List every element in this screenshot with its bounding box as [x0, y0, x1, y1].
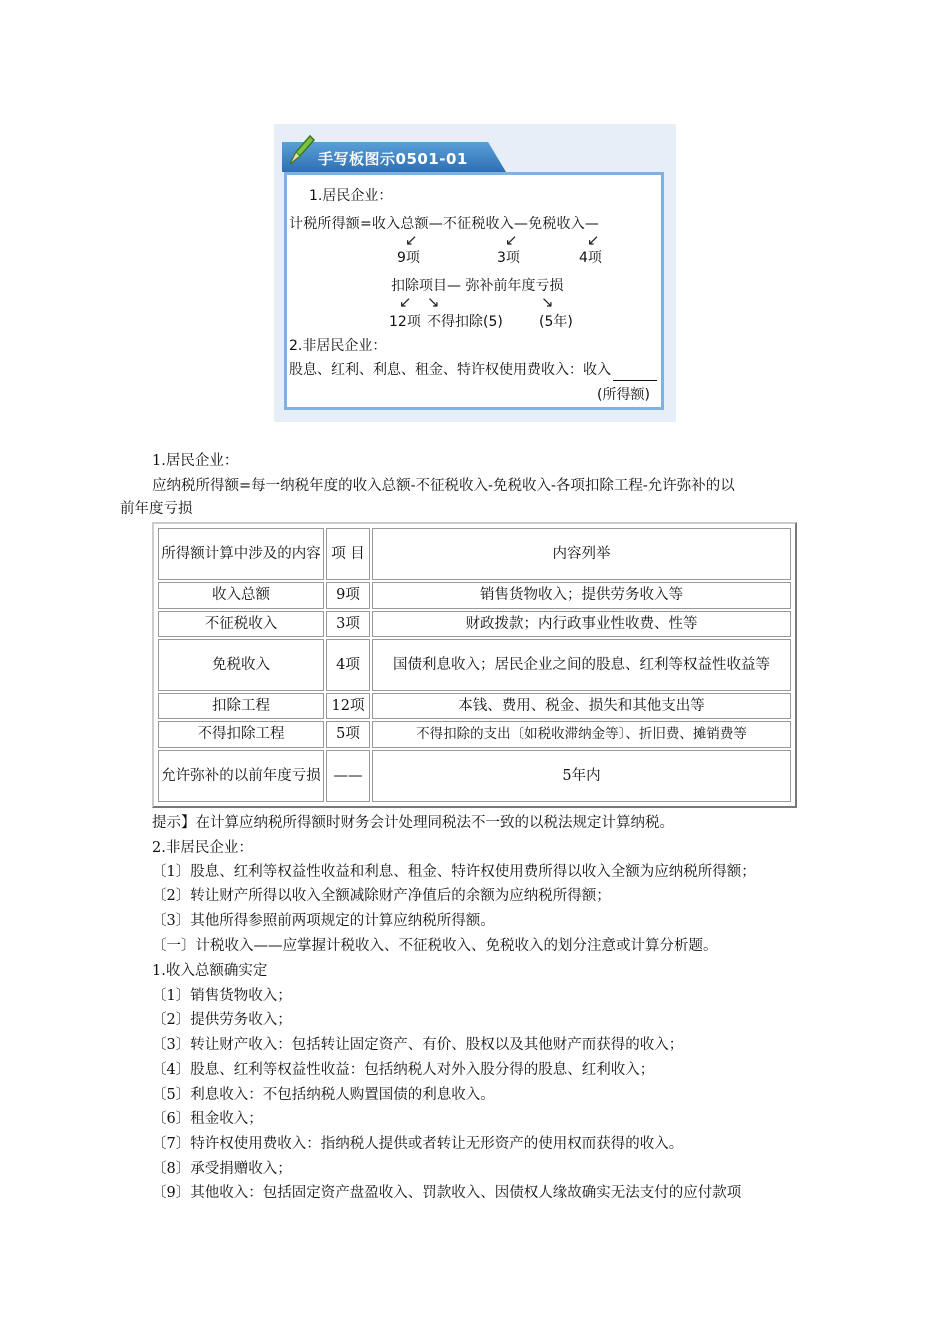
table-header-cell: 内容列举	[372, 528, 791, 580]
table-header-cell: 项 目	[326, 528, 370, 580]
list-item: 〔9〕其他收入：包括固定资产盘盈收入、罚款收入、因债权人缘故确实无法支付的应付款项	[152, 1185, 742, 1201]
table-row	[158, 611, 791, 637]
figure-9-items: 9项	[397, 250, 420, 266]
table-cell: 扣除工程	[158, 693, 324, 719]
table-header-cell: 所得额计算中涉及的内容	[158, 528, 324, 580]
handwriting-board-figure	[274, 124, 676, 422]
table-cell: 不征税收入	[158, 611, 324, 637]
heading-resident-enterprise: 1.居民企业：	[152, 453, 239, 469]
table-cell: 免税收入	[158, 639, 324, 691]
table-cell: 本钱、费用、税金、损失和其他支出等	[372, 693, 791, 719]
list-item: 〔5〕利息收入：不包括纳税人购置国债的利息收入。	[152, 1087, 495, 1103]
figure-formula: 计税所得额=收入总额—不征税收入—免税收入—	[289, 216, 600, 232]
table-row	[158, 750, 791, 802]
section-heading: 1.收入总额确实定	[152, 963, 268, 979]
figure-title: 手写板图示0501-01	[318, 150, 468, 168]
table-cell: 允许弥补的以前年度亏损	[158, 750, 324, 802]
table-cell: 5年内	[372, 750, 791, 802]
list-item: 〔6〕租金收入；	[152, 1111, 263, 1127]
table-row	[158, 639, 791, 691]
table-row	[158, 721, 791, 747]
arrow-down-left-icon: ↙	[405, 231, 418, 249]
table-cell: 5项	[326, 721, 370, 747]
figure-no-deduct: 不得扣除(5)	[427, 314, 503, 330]
list-item: 〔3〕其他所得参照前两项规定的计算应纳税所得额。	[152, 913, 495, 929]
arrow-down-left-icon: ↙	[505, 231, 518, 249]
table-cell: 不得扣除的支出〔如税收滞纳金等〕、折旧费、摊销费等	[372, 721, 791, 747]
figure-4-items: 4项	[579, 250, 602, 266]
table-cell: 国债利息收入；居民企业之间的股息、红利等权益性收益等	[372, 639, 791, 691]
arrow-down-left-icon: ↙	[587, 231, 600, 249]
figure-nonresident-income: 股息、红利、利息、租金、特许权使用费收入：收入	[289, 362, 611, 378]
list-item: 〔1〕销售货物收入；	[152, 988, 292, 1004]
list-item: 〔7〕特许权使用费收入：指纳税人提供或者转让无形资产的使用权而获得的收入。	[152, 1136, 684, 1152]
figure-content	[284, 172, 664, 410]
formula-line-2: 前年度亏损	[120, 501, 193, 517]
tip-line: 提示】在计算应纳税所得额时财务会计处理同税法不一致的以税法规定计算纳税。	[152, 815, 674, 831]
arrow-down-right-icon: ↘	[541, 293, 554, 311]
list-item: 〔1〕股息、红利等权益性收益和利息、租金、特许权使用费所得以收入全额为应纳税所得额；	[152, 864, 756, 880]
income-items-table	[152, 522, 797, 808]
table-cell: 收入总额	[158, 582, 324, 608]
figure-3-items: 3项	[497, 250, 520, 266]
arrow-down-left-icon: ↙	[399, 293, 412, 311]
figure-12-items: 12项	[389, 314, 421, 330]
table-cell: 9项	[326, 582, 370, 608]
list-item: 〔4〕股息、红利等权益性收益：包括纳税人对外入股分得的股息、红利收入；	[152, 1062, 655, 1078]
pencil-icon	[284, 130, 318, 170]
list-item: 〔8〕承受捐赠收入；	[152, 1161, 292, 1177]
table-row	[158, 693, 791, 719]
section-heading: 〔一〕计税收入——应掌握计税收入、不征税收入、免税收入的划分注意或计算分析题。	[152, 938, 718, 954]
table-header-row	[158, 528, 791, 580]
fraction-line	[613, 380, 657, 381]
table-cell: 财政拨款；内行政事业性收费、性等	[372, 611, 791, 637]
heading-nonresident: 2.非居民企业：	[152, 840, 253, 856]
table-row	[158, 582, 791, 608]
figure-5-years: (5年)	[539, 314, 573, 330]
table-cell: 不得扣除工程	[158, 721, 324, 747]
table-cell: 销售货物收入；提供劳务收入等	[372, 582, 791, 608]
formula-line-1: 应纳税所得额=每一纳税年度的收入总额-不征税收入-免税收入-各项扣除工程-允许弥补的以	[152, 478, 735, 494]
table-cell: 4项	[326, 639, 370, 691]
figure-formula-2: 扣除项目— 弥补前年度亏损	[391, 278, 564, 294]
list-item: 〔2〕转让财产所得以收入全额减除财产净值后的余额为应纳税所得额；	[152, 888, 611, 904]
table-cell: ——	[326, 750, 370, 802]
list-item: 〔3〕转让财产收入：包括转让固定资产、有价、股权以及其他财产而获得的收入；	[152, 1037, 684, 1053]
figure-section2: 2.非居民企业：	[289, 338, 387, 354]
list-item: 〔2〕提供劳务收入；	[152, 1012, 292, 1028]
table-cell: 3项	[326, 611, 370, 637]
figure-section1: 1.居民企业：	[309, 188, 393, 204]
figure-taxable-income: (所得额)	[597, 387, 650, 403]
table-cell: 12项	[326, 693, 370, 719]
arrow-down-right-icon: ↘	[427, 293, 440, 311]
